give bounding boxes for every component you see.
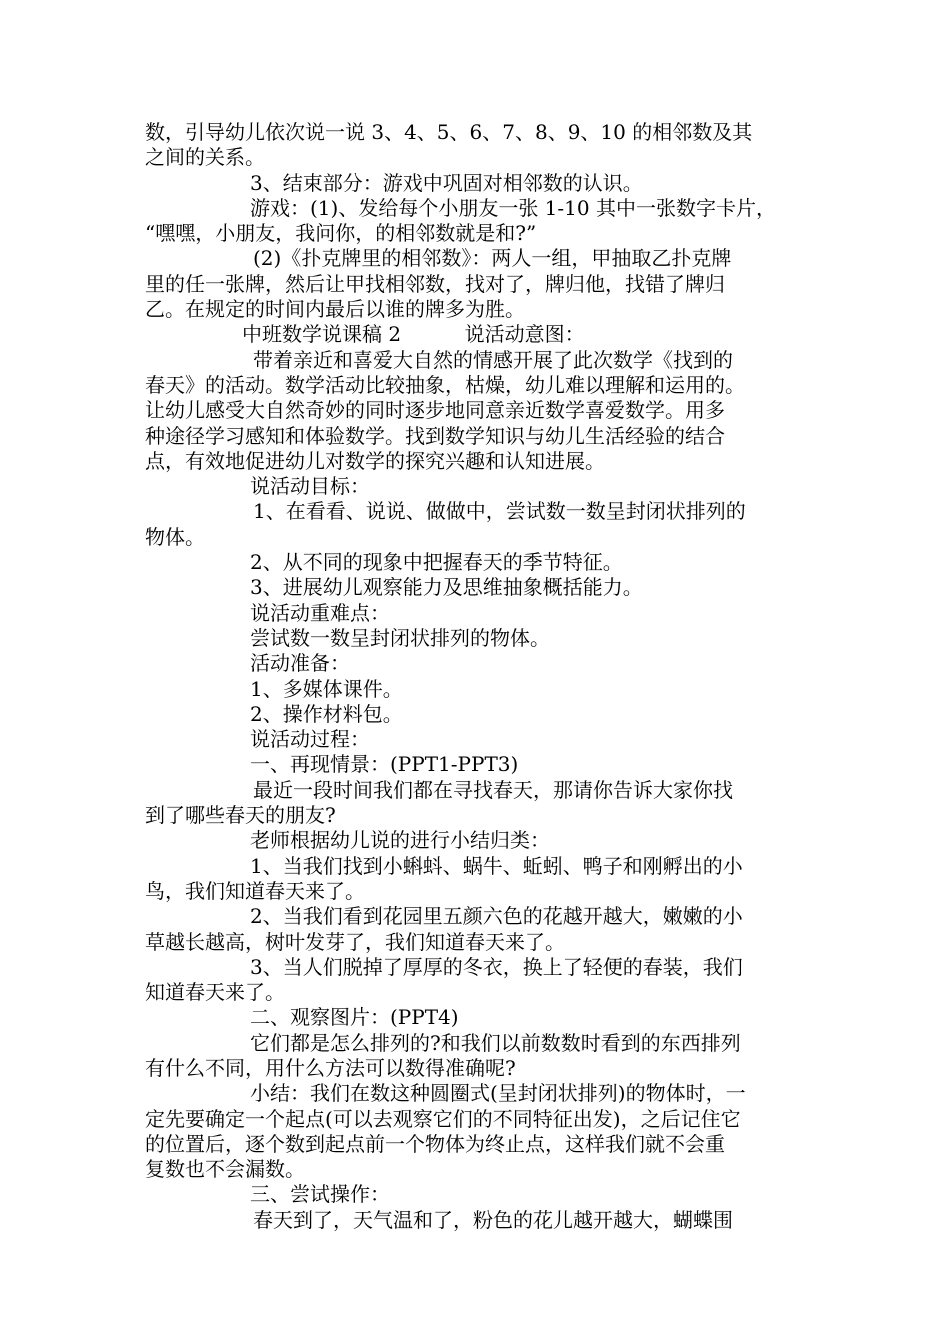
text-line: 2、从不同的现象中把握春天的季节特征。 xyxy=(250,550,623,575)
text-line: 尝试数一数呈封闭状排列的物体。 xyxy=(250,625,550,650)
text-line: 定先要确定一个起点(可以去观察它们的不同特征出发)，之后记住它 xyxy=(145,1106,741,1131)
text-line: 2、操作材料包。 xyxy=(250,701,403,726)
text-line: 乙。在规定的时间内最后以谁的牌多为胜。 xyxy=(145,297,525,322)
text-line: 有什么不同，用什么方法可以数得准确呢? xyxy=(145,1055,516,1080)
text-line: 游戏：(1)、发给每个小朋友一张 1-10 其中一张数字卡片， xyxy=(250,195,776,220)
text-line: 里的任一张牌，然后让甲找相邻数，找对了，牌归他，找错了牌归 xyxy=(145,271,725,296)
text-line: 复数也不会漏数。 xyxy=(145,1157,305,1182)
text-line: 到了哪些春天的朋友? xyxy=(145,803,336,828)
text-line: 三、尝试操作： xyxy=(250,1182,390,1207)
text-line: 带着亲近和喜爱大自然的情感开展了此次数学《找到的 xyxy=(253,347,733,372)
text-line: 的位置后，逐个数到起点前一个物体为终止点，这样我们就不会重 xyxy=(145,1131,725,1156)
text-line: “嘿嘿，小朋友，我问你，的相邻数就是和?” xyxy=(145,221,537,246)
text-line: 3、当人们脱掉了厚厚的冬衣，换上了轻便的春装，我们 xyxy=(250,954,743,979)
text-line: 最近一段时间我们都在寻找春天，那请你告诉大家你找 xyxy=(253,777,733,802)
text-line: 鸟，我们知道春天来了。 xyxy=(145,878,365,903)
text-line: 1、在看看、说说、做做中，尝试数一数呈封闭状排列的 xyxy=(253,499,746,524)
text-line: 3、进展幼儿观察能力及思维抽象概括能力。 xyxy=(250,575,643,600)
text-line: 老师根据幼儿说的进行小结归类： xyxy=(250,828,550,853)
text-line: 点，有效地促进幼儿对数学的探究兴趣和认知进展。 xyxy=(145,448,605,473)
text-line: 草越长越高，树叶发芽了，我们知道春天来了。 xyxy=(145,929,565,954)
text-line: 数，引导幼儿依次说一说 3、4、5、6、7、8、9、10 的相邻数及其 xyxy=(145,120,753,144)
text-line: 说活动目标： xyxy=(250,474,370,499)
text-line: 活动准备： xyxy=(250,651,350,676)
text-line: 之间的关系。 xyxy=(145,145,265,170)
text-line: 说活动重难点： xyxy=(250,600,390,625)
text-line: 说活动过程： xyxy=(250,727,370,752)
text-line: 二、观察图片：(PPT4) xyxy=(250,1005,459,1030)
text-line: 1、多媒体课件。 xyxy=(250,676,403,701)
text-line: 春天到了，天气温和了，粉色的花儿越开越大，蝴蝶围 xyxy=(253,1207,733,1232)
document-body xyxy=(145,120,810,1233)
text-line: 1、当我们找到小蝌蚪、蜗牛、蚯蚓、鸭子和刚孵出的小 xyxy=(250,853,743,878)
text-line: (2)《扑克牌里的相邻数》：两人一组，甲抽取乙扑克牌 xyxy=(253,246,732,271)
text-line: 春天》的活动。数学活动比较抽象，枯燥，幼儿难以理解和运用的。 xyxy=(145,372,745,397)
text-line: 一、再现情景：(PPT1-PPT3) xyxy=(250,752,519,777)
section-heading: 中班数学说课稿 2 说活动意图： xyxy=(242,322,585,347)
text-line: 3、结束部分：游戏中巩固对相邻数的认识。 xyxy=(250,170,643,195)
text-line: 它们都是怎么排列的?和我们以前数数时看到的东西排列 xyxy=(250,1030,741,1055)
text-line: 让幼儿感受大自然奇妙的同时逐步地同意亲近数学喜爱数学。用多 xyxy=(145,398,725,423)
text-line: 2、当我们看到花园里五颜六色的花越开越大，嫩嫩的小 xyxy=(250,904,743,929)
text-line: 物体。 xyxy=(145,524,205,549)
text-line: 种途径学习感知和体验数学。找到数学知识与幼儿生活经验的结合 xyxy=(145,423,725,448)
text-line: 小结：我们在数这种圆圈式(呈封闭状排列)的物体时，一 xyxy=(250,1081,746,1106)
text-line: 知道春天来了。 xyxy=(145,980,285,1005)
